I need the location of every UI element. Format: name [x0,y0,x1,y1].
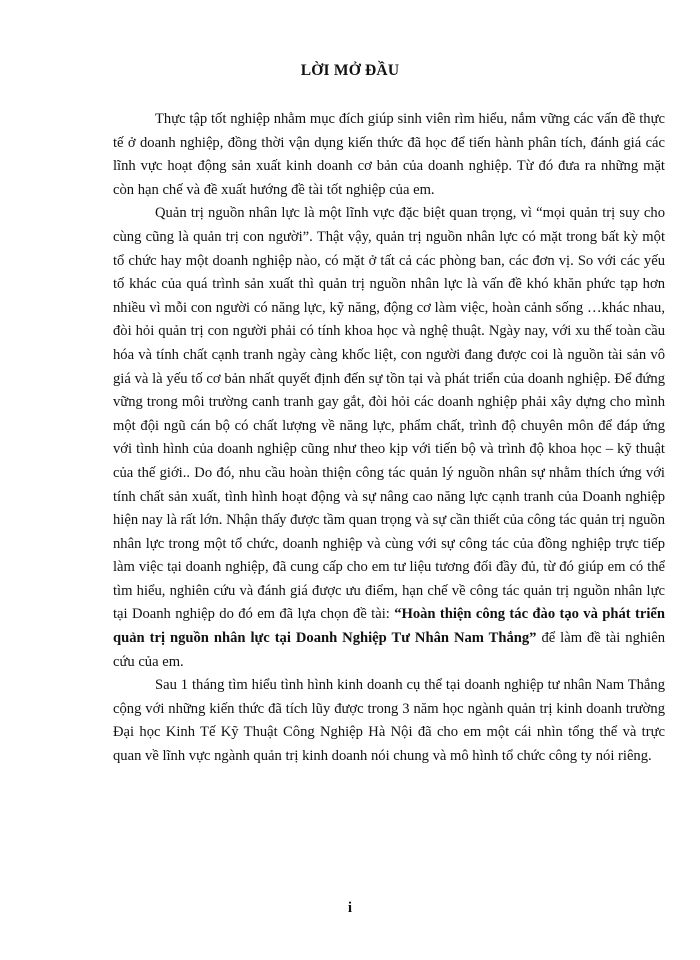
paragraph-text: để làm đề tài nghiên cứu của em. [113,630,665,670]
page-number: i [347,900,353,916]
page-title: LỜI MỞ ĐẦU [300,62,400,79]
paragraph-text: Quản trị nguồn nhân lực là một lĩnh vực đặc biệt quan trọng, vì “mọi quản trị suy cho cùng cũng là quản trị con người”. Thật vậy, quản trị nguồn nhân lực có mặt trong bất kỳ một tổ chức hay một doanh nghiệp nào, có mặt ở tất cả các phòng ban, các đơn vị. So với các yếu tố khác của quá trình sản xuất thì quản trị nguồn nhân lực là vấn đề khó khăn phức tạp hơn nhiều vì mỗi con người có năng lực, kỹ năng, động cơ làm việc, hoàn cảnh sống …khác nhau, đòi hỏi quản trị con người phải có tính khoa học và nghệ thuật. Ngày nay, với xu thế toàn cầu hóa và tính chất cạnh tranh ngày càng khốc liệt, con người đang được coi là nguồn tài sản vô giá và là yếu tố cơ bản nhất quyết định đến sự tồn tại và phát triển của doanh nghiệp. Để đứng vững trong môi trường canh tranh gay gắt, đòi hỏi các doanh nghiệp phải xây dựng cho mình một đội ngũ cán bộ có chất lượng về năng lực, phẩm chất, trình độ chuyên môn để đáp ứng với tình hình của doanh nghiệp cũng như theo kịp với tiến bộ và trình độ khoa học – kỹ thuật của thế giới.. Do đó, nhu cầu hoàn thiện công tác quản lý nguồn nhân sự nhằm thích ứng với tính chất sản xuất, tình hình hoạt động và sự nâng cao năng lực cạnh tranh của Doanh nghiệp hiện nay là rất lớn. Nhận thấy được tầm quan trọng và sự cần thiết của công tác quản trị nguồn nhân lực trong một tổ chức, doanh nghiệp và cùng với sự công tác của đồng nghiệp trực tiếp làm việc tại doanh nghiệp, đã cung cấp cho em tư liệu tương đối đầy đủ, từ đó giúp em có thể tìm hiểu, nghiên cứu và đánh giá được ưu điểm, hạn chế về công tác quản trị nguồn nhân lực tại Doanh nghiệp do đó em đã lựa chọn đề tài: [113,205,666,623]
document-body [113,108,665,769]
thesis-topic-title: “Hoàn thiện công tác đào tạo và phát triển quản trị nguồn nhân lực tại Doanh Nghiệp Tư Nhân Nam Thắng” [113,606,665,647]
paragraph-internship: Sau 1 tháng tìm hiểu tình hình kinh doanh cụ thể tại doanh nghiệp tư nhân Nam Thắng cộng với những kiến thức đã tích lũy được trong 3 năm học ngành quản trị kinh doanh trường Đại học Kinh Tế Kỹ Thuật Công Nghiệp Hà Nội đã cho em một cái nhìn tổng thể và trực quan về lĩnh vực ngành quản trị kinh doanh nói chung và mô hình tổ chức công ty nói riêng. [113,677,665,765]
paragraph-hr-management [113,202,665,674]
paragraph-intro: Thực tập tốt nghiệp nhằm mục đích giúp sinh viên rìm hiểu, nắm vững các vấn đề thực tế ở doanh nghiệp, đồng thời vận dụng kiến thức đã học để tiến hành phân tích, đánh giá các lĩnh vực hoạt động sản xuất kinh doanh cơ bản của doanh nghiệp. Từ đó đưa ra những mặt còn hạn chế và đề xuất hướng đề tài tốt nghiệp của em. [113,111,665,198]
